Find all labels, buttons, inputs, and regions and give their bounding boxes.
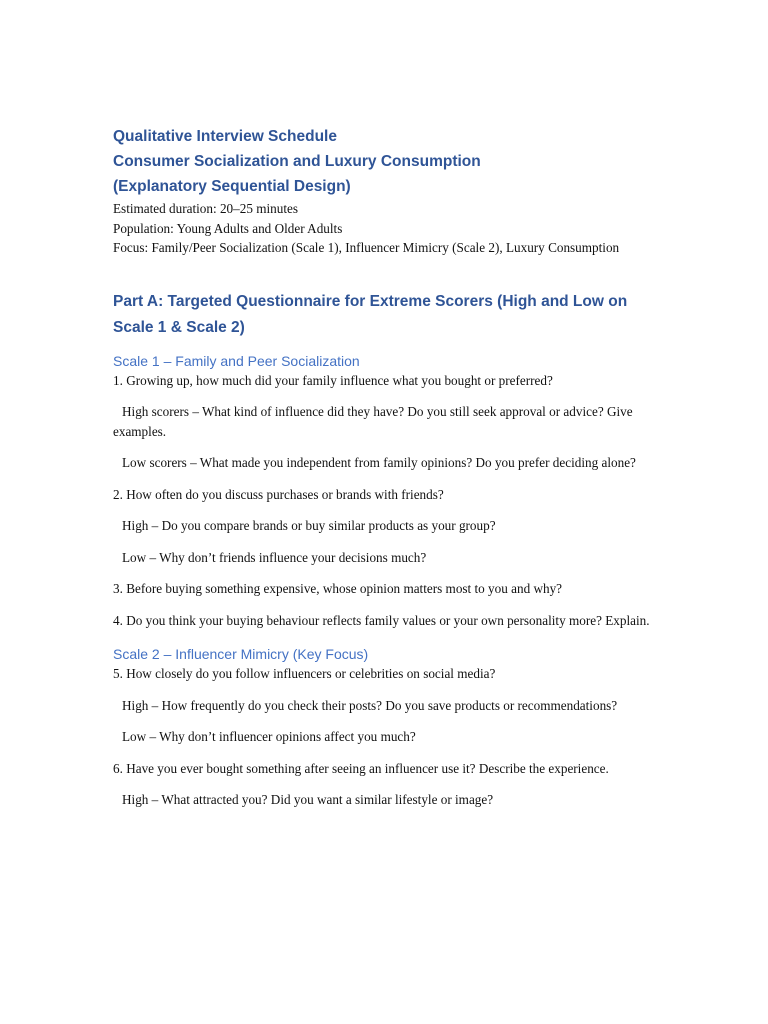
question-5: 5. How closely do you follow influencers or celebrities on social media? (113, 666, 496, 681)
question-2: 2. How often do you discuss purchases or brands with friends? (113, 486, 444, 502)
question-6: 6. Have you ever bought something after seeing an influencer use it? Describe the experience. (113, 760, 609, 776)
question-1: 1. Growing up, how much did your family influence what you bought or preferred? (113, 372, 553, 388)
scale-1-heading: Scale 1 – Family and Peer Socialization (113, 352, 360, 369)
question-1-high: High scorers – What kind of influence did they have? Do you still seek approval or advice? Give examples. (113, 404, 633, 439)
focus-line: Focus: Family/Peer Socialization (Scale 1), Influencer Mimicry (Scale 2), Luxury Consumption (113, 240, 620, 255)
document-design: (Explanatory Sequential Design) (113, 178, 351, 195)
question-5-high: High – How frequently do you check their posts? Do you save products or recommendations? (122, 697, 618, 713)
question-2-high: High – Do you compare brands or buy similar products as your group? (122, 518, 496, 533)
question-2-low: Low – Why don’t friends influence your decisions much? (122, 549, 427, 565)
duration-line: Estimated duration: 20–25 minutes (113, 201, 298, 216)
document-page (113, 124, 658, 810)
document-title: Qualitative Interview Schedule (113, 128, 337, 145)
scale-2-heading: Scale 2 – Influencer Mimicry (Key Focus) (113, 646, 369, 662)
population-line: Population: Young Adults and Older Adults (113, 220, 343, 236)
question-3: 3. Before buying something expensive, whose opinion matters most to you and why? (113, 581, 563, 596)
document-subtitle: Consumer Socialization and Luxury Consumption (113, 153, 481, 170)
question-5-low: Low – Why don’t influencer opinions affect you much? (122, 729, 416, 744)
part-a-heading: Part A: Targeted Questionnaire for Extreme Scorers (High and Low on Scale 1 & Scale 2) (113, 292, 628, 336)
question-1-low: Low scorers – What made you independent from family opinions? Do you prefer deciding alone? (122, 455, 636, 470)
question-6-high: High – What attracted you? Did you want a similar lifestyle or image? (122, 792, 494, 807)
question-4: 4. Do you think your buying behaviour reflects family values or your own personality more? Explain. (113, 612, 650, 628)
